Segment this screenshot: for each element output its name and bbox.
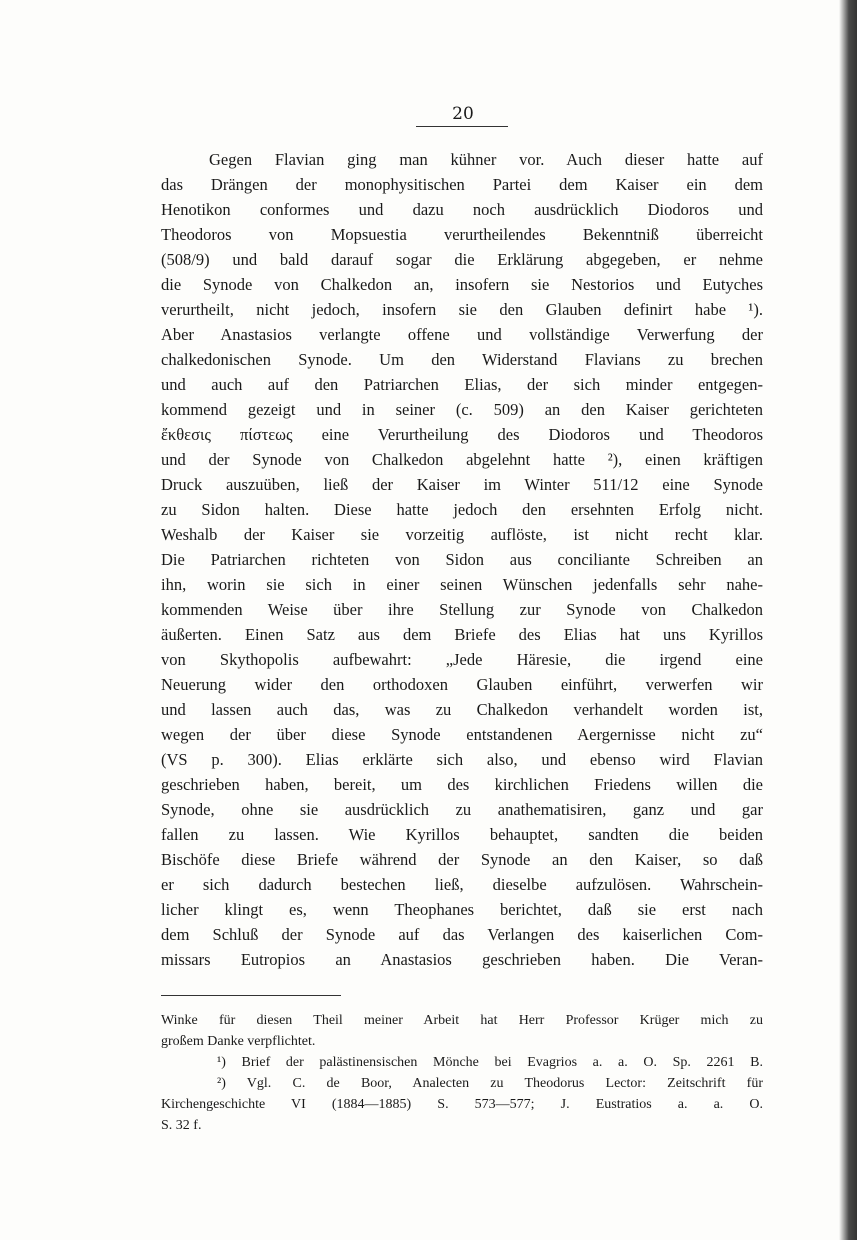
page-edge-shadow	[839, 0, 857, 1240]
footnote-line: Kirchengeschichte VI (1884—1885) S. 573—577; J. Eustratios a. a. O.	[161, 1097, 763, 1112]
text-line: verurtheilt, nicht jedoch, insofern sie den Glauben definirt habe ¹).	[161, 300, 763, 319]
text-line: äußerten. Einen Satz aus dem Briefe des Elias hat uns Kyrillos	[161, 625, 763, 644]
text-line: Theodoros von Mopsuestia verurtheilendes Bekenntniß überreicht	[161, 225, 763, 244]
text-line: von Skythopolis aufbewahrt: „Jede Häresie, die irgend eine	[161, 650, 763, 669]
text-line: fallen zu lassen. Wie Kyrillos behauptet, sandten die beiden	[161, 825, 763, 844]
text-line: kommenden Weise über ihre Stellung zur Synode von Chalkedon	[161, 600, 763, 619]
text-line: (508/9) und bald darauf sogar die Erklärung abgegeben, er nehme	[161, 250, 763, 269]
text-line: zu Sidon halten. Diese hatte jedoch den ersehnten Erfolg nicht.	[161, 500, 763, 519]
text-line: Gegen Flavian ging man kühner vor. Auch dieser hatte auf	[209, 150, 763, 169]
text-line: Weshalb der Kaiser sie vorzeitig auflöste, ist nicht recht klar.	[161, 525, 763, 544]
text-line: Bischöfe diese Briefe während der Synode an den Kaiser, so daß	[161, 850, 763, 869]
text-line: geschrieben haben, bereit, um des kirchlichen Friedens willen die	[161, 775, 763, 794]
text-line: chalkedonischen Synode. Um den Widerstand Flavians zu brechen	[161, 350, 763, 369]
text-line: Neuerung wider den orthodoxen Glauben einführt, verwerfen wir	[161, 675, 763, 694]
text-line: er sich dadurch bestechen ließ, dieselbe aufzulösen. Wahrschein-	[161, 875, 763, 894]
text-line: die Synode von Chalkedon an, insofern sie Nestorios und Eutyches	[161, 275, 763, 294]
text-line: und auch auf den Patriarchen Elias, der sich minder entgegen-	[161, 375, 763, 394]
text-line: und der Synode von Chalkedon abgelehnt hatte ²), einen kräftigen	[161, 450, 763, 469]
text-line: Die Patriarchen richteten von Sidon aus conciliante Schreiben an	[161, 550, 763, 569]
text-line: wegen der über diese Synode entstandenen Aergernisse nicht zu“	[161, 725, 763, 744]
text-line: missars Eutropios an Anastasios geschrieben haben. Die Veran-	[161, 950, 763, 969]
footnotes	[161, 1010, 763, 1136]
text-line: dem Schluß der Synode auf das Verlangen des kaiserlichen Com-	[161, 925, 763, 944]
body-text	[161, 147, 763, 972]
text-line: ἔκθεσις πίστεως eine Verurtheilung des Diodoros und Theodoros	[161, 425, 763, 444]
text-line: ihn, worin sie sich in einer seinen Wünschen jedenfalls sehr nahe-	[161, 575, 763, 594]
page-number: 20	[452, 104, 474, 124]
text-line: das Drängen der monophysitischen Partei dem Kaiser ein dem	[161, 175, 763, 194]
text-line: Henotikon conformes und dazu noch ausdrücklich Diodoros und	[161, 200, 763, 219]
footnote-separator	[161, 995, 341, 996]
footnote-line: großem Danke verpflichtet.	[161, 1034, 316, 1049]
text-line: Aber Anastasios verlangte offene und vollständige Verwerfung der	[161, 325, 763, 344]
page-number-rule	[416, 126, 508, 127]
text-line: Druck auszuüben, ließ der Kaiser im Winter 511/12 eine Synode	[161, 475, 763, 494]
footnote-line: ²) Vgl. C. de Boor, Analecten zu Theodorus Lector: Zeitschrift für	[217, 1076, 763, 1091]
text-line: und lassen auch das, was zu Chalkedon verhandelt worden ist,	[161, 700, 763, 719]
footnote-line: S. 32 f.	[161, 1118, 202, 1133]
footnote-line: ¹) Brief der palästinensischen Mönche bei Evagrios a. a. O. Sp. 2261 B.	[217, 1055, 763, 1070]
footnote-line: Winke für diesen Theil meiner Arbeit hat Herr Professor Krüger mich zu	[161, 1013, 763, 1028]
text-line: licher klingt es, wenn Theophanes berichtet, daß sie erst nach	[161, 900, 763, 919]
text-line: (VS p. 300). Elias erklärte sich also, und ebenso wird Flavian	[161, 750, 763, 769]
text-line: kommend gezeigt und in seiner (c. 509) an den Kaiser gerichteten	[161, 400, 763, 419]
text-line: Synode, ohne sie ausdrücklich zu anathematisiren, ganz und gar	[161, 800, 763, 819]
